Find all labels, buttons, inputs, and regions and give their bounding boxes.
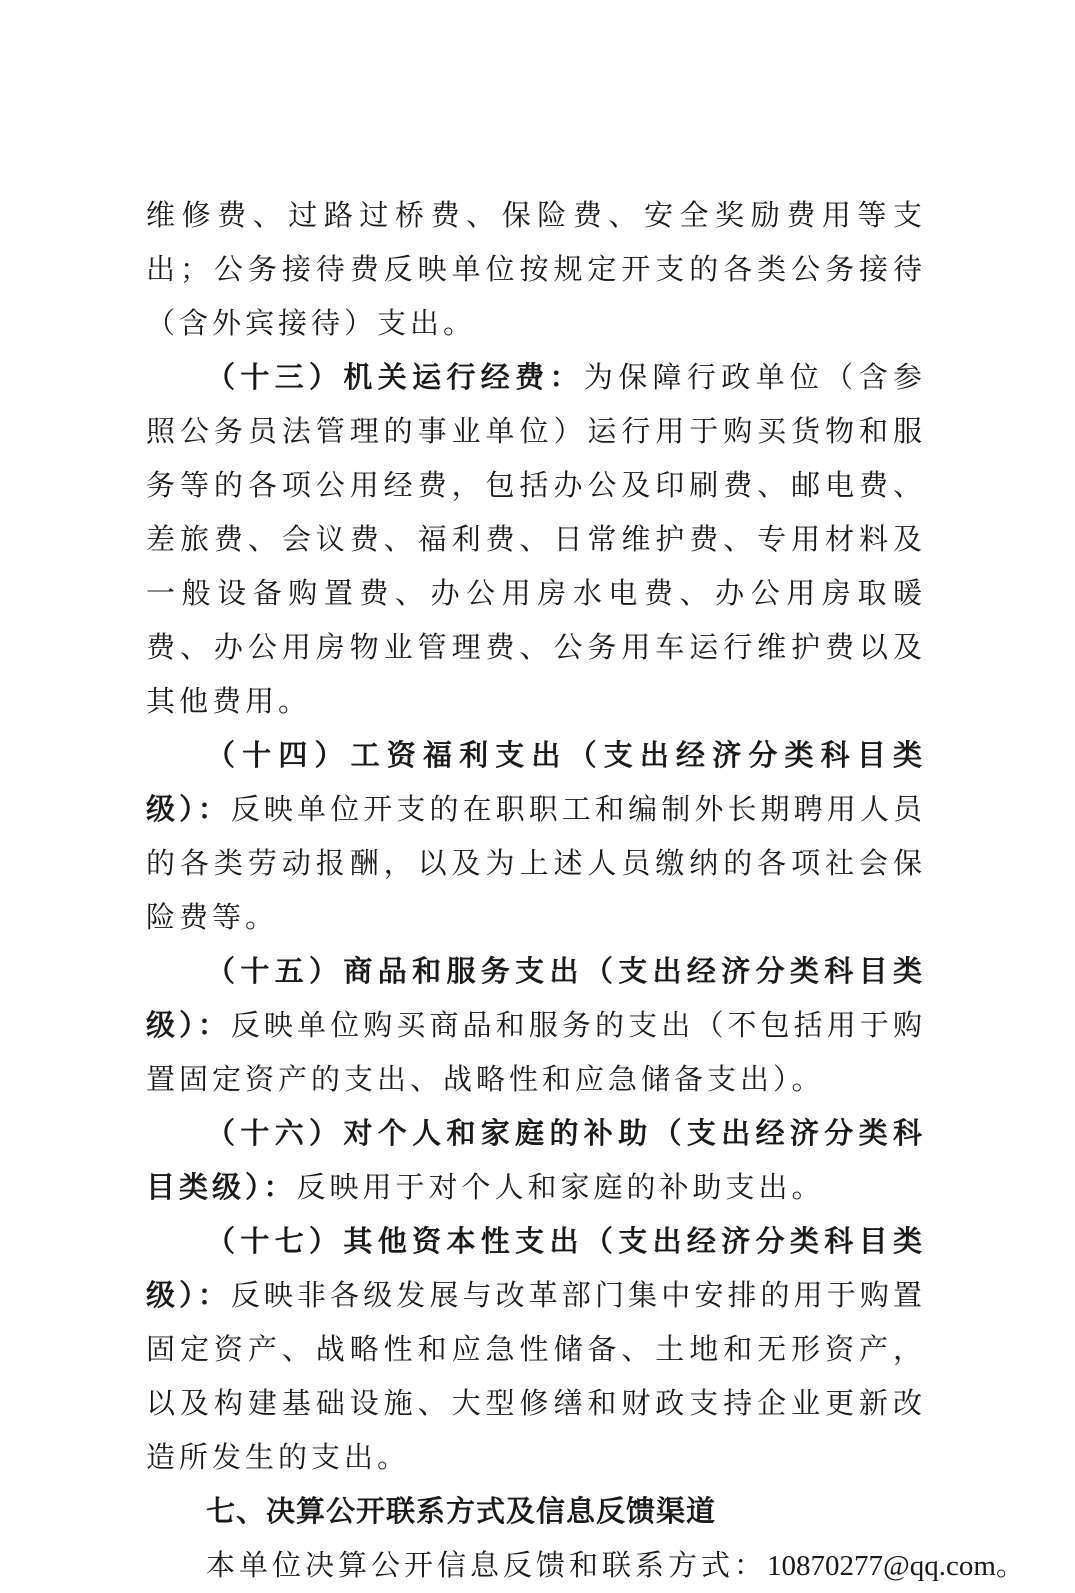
contact-label: 本单位决算公开信息反馈和联系方式： — [206, 1548, 768, 1582]
paragraph-item-16 — [146, 1106, 926, 1214]
paragraph-item-14 — [146, 728, 926, 944]
section-heading: 七、决算公开联系方式及信息反馈渠道 — [206, 1494, 717, 1528]
paragraph-text: 反映非各级发展与改革部门集中安排的用于购置固定资产、战略性和应急性储备、土地和无形资产，以及构建基础设施、大型修缮和财政支持企业更新改造所发生的支出。 — [146, 1278, 926, 1474]
paragraph-lead: （十五）商品和服务支出（支出经济分类科目类级）： — [146, 954, 926, 1042]
paragraph-text: 反映用于对个人和家庭的补助支出。 — [296, 1170, 825, 1204]
contact-email: 10870277@qq.com — [767, 1550, 996, 1582]
document-body — [146, 188, 1029, 1593]
paragraph-lead: （十四）工资福利支出（支出经济分类科目类级）： — [146, 738, 926, 826]
contact-line — [146, 1538, 1029, 1593]
paragraph-lead: （十三）机关运行经费： — [206, 360, 584, 394]
paragraph-item-17 — [146, 1214, 926, 1484]
paragraph-item-15 — [146, 944, 926, 1106]
paragraph-text: 维修费、过路过桥费、保险费、安全奖励费用等支出；公务接待费反映单位按规定开支的各类公务接待（含外宾接待）支出。 — [146, 198, 926, 340]
contact-end: 。 — [995, 1548, 1029, 1582]
paragraph-continuation — [146, 188, 926, 350]
paragraph-item-13 — [146, 350, 926, 728]
paragraph-text: 为保障行政单位（含参照公务员法管理的事业单位）运行用于购买货物和服务等的各项公用经费，包括办公及印刷费、邮电费、差旅费、会议费、福利费、日常维护费、专用材料及一般设备购置费、办公用房水电费、办公用房取暖费、办公用房物业管理费、公务用车运行维护费以及其他费用。 — [146, 360, 926, 718]
paragraph-lead: （十七）其他资本性支出（支出经济分类科目类级）： — [146, 1224, 926, 1312]
paragraph-text: 反映单位购买商品和服务的支出（不包括用于购置固定资产的支出、战略性和应急储备支出）。 — [146, 1008, 926, 1096]
paragraph-lead: （十六）对个人和家庭的补助（支出经济分类科目类级）： — [146, 1116, 926, 1204]
paragraph-text: 反映单位开支的在职职工和编制外长期聘用人员的各类劳动报酬，以及为上述人员缴纳的各项社会保险费等。 — [146, 792, 926, 934]
